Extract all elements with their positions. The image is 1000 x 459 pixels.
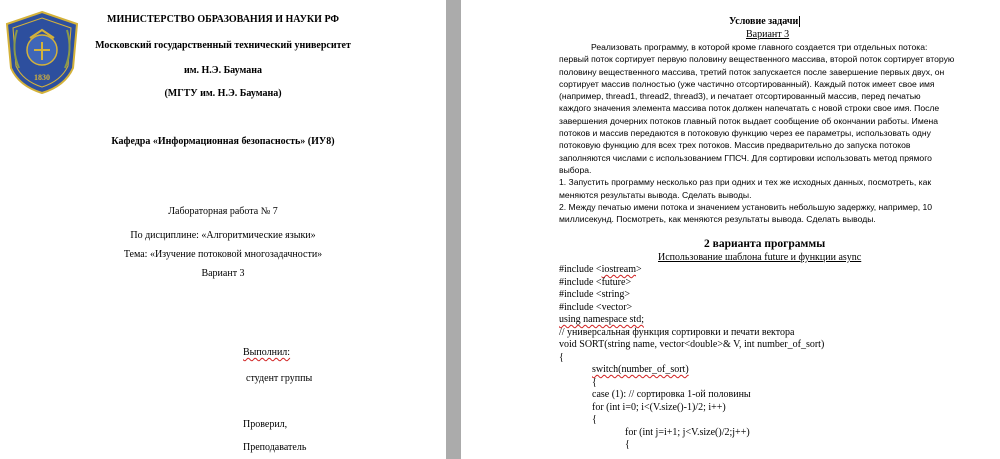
- task-line: 2. Между печатью имени потока и значением установить небольшую задержку, например, 10: [559, 201, 933, 212]
- student-group-label: студент группы: [246, 373, 313, 384]
- text-cursor: [799, 16, 800, 27]
- task-line: первый поток сортирует первую половину вещественного массива, второй поток сортирует вторую: [559, 54, 955, 65]
- task-line: потоковую функцию для всех трех потоков. Массив предварительно до запуска потоков: [559, 140, 911, 151]
- task-line: Реализовать программу, в которой кроме главного создается три отдельных потока:: [591, 42, 928, 52]
- task-line: (например, thread1, thread2, thread3), и печатает отсортированный массив, перед печатью: [559, 91, 921, 102]
- performed-label: [243, 347, 290, 358]
- teacher-label: Преподаватель: [243, 442, 307, 453]
- code-line: #include <future>: [559, 277, 632, 288]
- task-line: потоков и массив передаются в потоковую функцию через ее параметры, использовать одну: [559, 128, 931, 139]
- discipline-line: По дисциплине: «Алгоритмические языки»: [130, 230, 316, 241]
- university-line: Московский государственный технический университет: [95, 40, 351, 51]
- code-line: {: [625, 439, 630, 450]
- task-page: [461, 0, 1000, 459]
- program-subheading: Использование шаблона future и функции async: [658, 252, 862, 263]
- code-line: switch(number_of_sort): [592, 364, 689, 375]
- task-line: завершения дочерних потоков главный поток выдает сообщение об окончании работы. Имена: [559, 115, 939, 126]
- task-line: выбора.: [559, 164, 592, 175]
- program-heading: 2 варианта программы: [704, 238, 826, 250]
- code-line: {: [592, 414, 597, 425]
- code-line: using namespace std;: [559, 314, 644, 325]
- code-line: case (1): // сортировка 1-ой половины: [592, 389, 751, 400]
- checked-label: Проверил,: [243, 419, 288, 430]
- code-line: #include <iostream>: [559, 264, 642, 275]
- abbrev-line: (МГТУ им. Н.Э. Баумана): [164, 88, 282, 99]
- task-line: заполняются числами с использованием ГПСЧ. Для сортировки использовать метод прямого: [559, 152, 932, 163]
- seal-year: 1830: [34, 73, 50, 82]
- task-line: каждого значения элемента массива поток должен напечатать с новой строки свое имя. После: [559, 103, 940, 114]
- ministry-line: МИНИСТЕРСТВО ОБРАЗОВАНИЯ И НАУКИ РФ: [107, 14, 339, 25]
- code-line: {: [592, 377, 597, 388]
- code-line: {: [559, 352, 564, 363]
- task-line: меняются результаты вывода. Сделать выводы.: [559, 189, 752, 200]
- task-line: половину вещественного массива, третий поток запускается после завершение первых двух, он: [559, 66, 945, 77]
- named-after-line: им. Н.Э. Баумана: [183, 65, 263, 76]
- department-line: Кафедра «Информационная безопасность» (ИУ8): [111, 136, 335, 147]
- code-token: iostream: [601, 264, 637, 275]
- task-variant: Вариант 3: [746, 29, 790, 40]
- task-heading-text: Условие задачи: [729, 16, 799, 27]
- lab-work-line: Лабораторная работа № 7: [168, 206, 278, 217]
- task-line: миллисекунд. Посмотреть, как меняются результаты вывода. Сделать выводы.: [559, 214, 876, 225]
- code-line: // универсальная функция сортировки и печати вектора: [559, 327, 795, 338]
- variant-line: Вариант 3: [201, 268, 245, 279]
- title-page: [0, 0, 446, 459]
- task-line: 1. Запустить программу несколько раз при одних и тех же исходных данных, посмотреть, как: [559, 177, 932, 188]
- topic-line: Тема: «Изучение потоковой многозадачности»: [123, 249, 323, 260]
- code-line: for (int j=i+1; j<V.size()/2;j++): [625, 427, 750, 438]
- code-line: #include <string>: [559, 289, 630, 300]
- code-line: for (int i=0; i<(V.size()-1)/2; i++): [592, 402, 726, 413]
- performed-text: Выполнил:: [243, 347, 291, 358]
- code-line: #include <vector>: [559, 302, 633, 313]
- task-description: [559, 41, 989, 225]
- code-line: void SORT(string name, vector<double>& V, int number_of_sort): [559, 339, 825, 350]
- task-line: сортирует массив полностью (уже частично отсортированный). Каждый поток имеет свое имя: [559, 78, 935, 89]
- task-heading: [729, 16, 800, 27]
